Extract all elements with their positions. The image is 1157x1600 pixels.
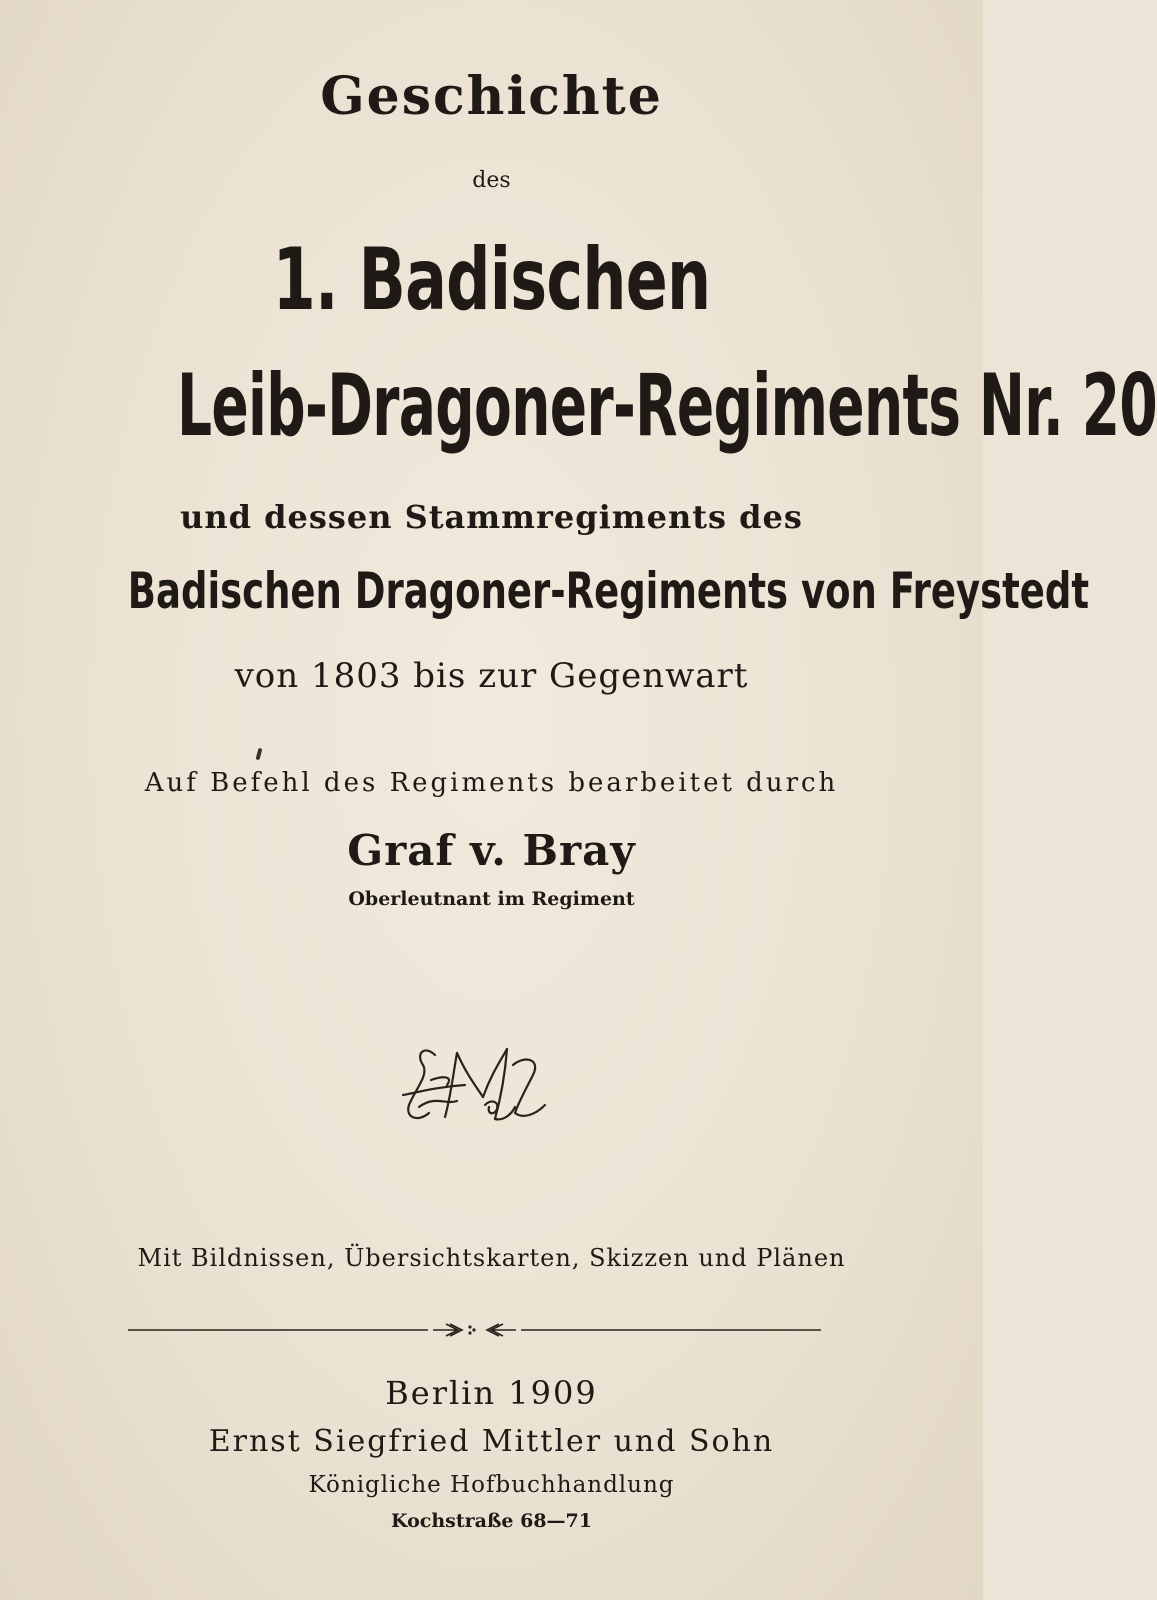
title-des: des xyxy=(472,168,511,193)
imprint-address: Kochstraße 68—71 xyxy=(391,1510,592,1532)
imprint-place-year: Berlin 1909 xyxy=(385,1374,598,1412)
author-name: Graf v. Bray xyxy=(347,826,636,875)
subtitle-period: von 1803 bis zur Gegenwart xyxy=(234,656,749,696)
imprint-publisher: Ernst Siegfried Mittler und Sohn xyxy=(208,1424,775,1459)
subtitle-stammregiment: und dessen Stammregiments des xyxy=(180,498,803,536)
author-rank: Oberleutnant im Regiment xyxy=(348,888,635,910)
title-regiment-name: Leib-Dragoner-Regiments Nr. 20 xyxy=(176,356,1157,456)
ink-mark xyxy=(256,748,263,761)
title-geschichte: Geschichte xyxy=(320,66,663,127)
imprint-publisher-role: Königliche Hofbuchhandlung xyxy=(308,1472,675,1498)
contents-note: Mit Bildnissen, Übersichtskarten, Skizzen und Plänen xyxy=(137,1244,846,1272)
title-regiment-number: 1. Badischen xyxy=(272,230,711,330)
subtitle-dragoner-regiment: Badischen Dragoner-Regiments von Freystedt xyxy=(127,562,1090,620)
ornamental-rule xyxy=(128,1318,821,1342)
publisher-monogram-icon xyxy=(395,1035,555,1130)
author-intro: Auf Befehl des Regiments bearbeitet durch xyxy=(144,768,839,798)
